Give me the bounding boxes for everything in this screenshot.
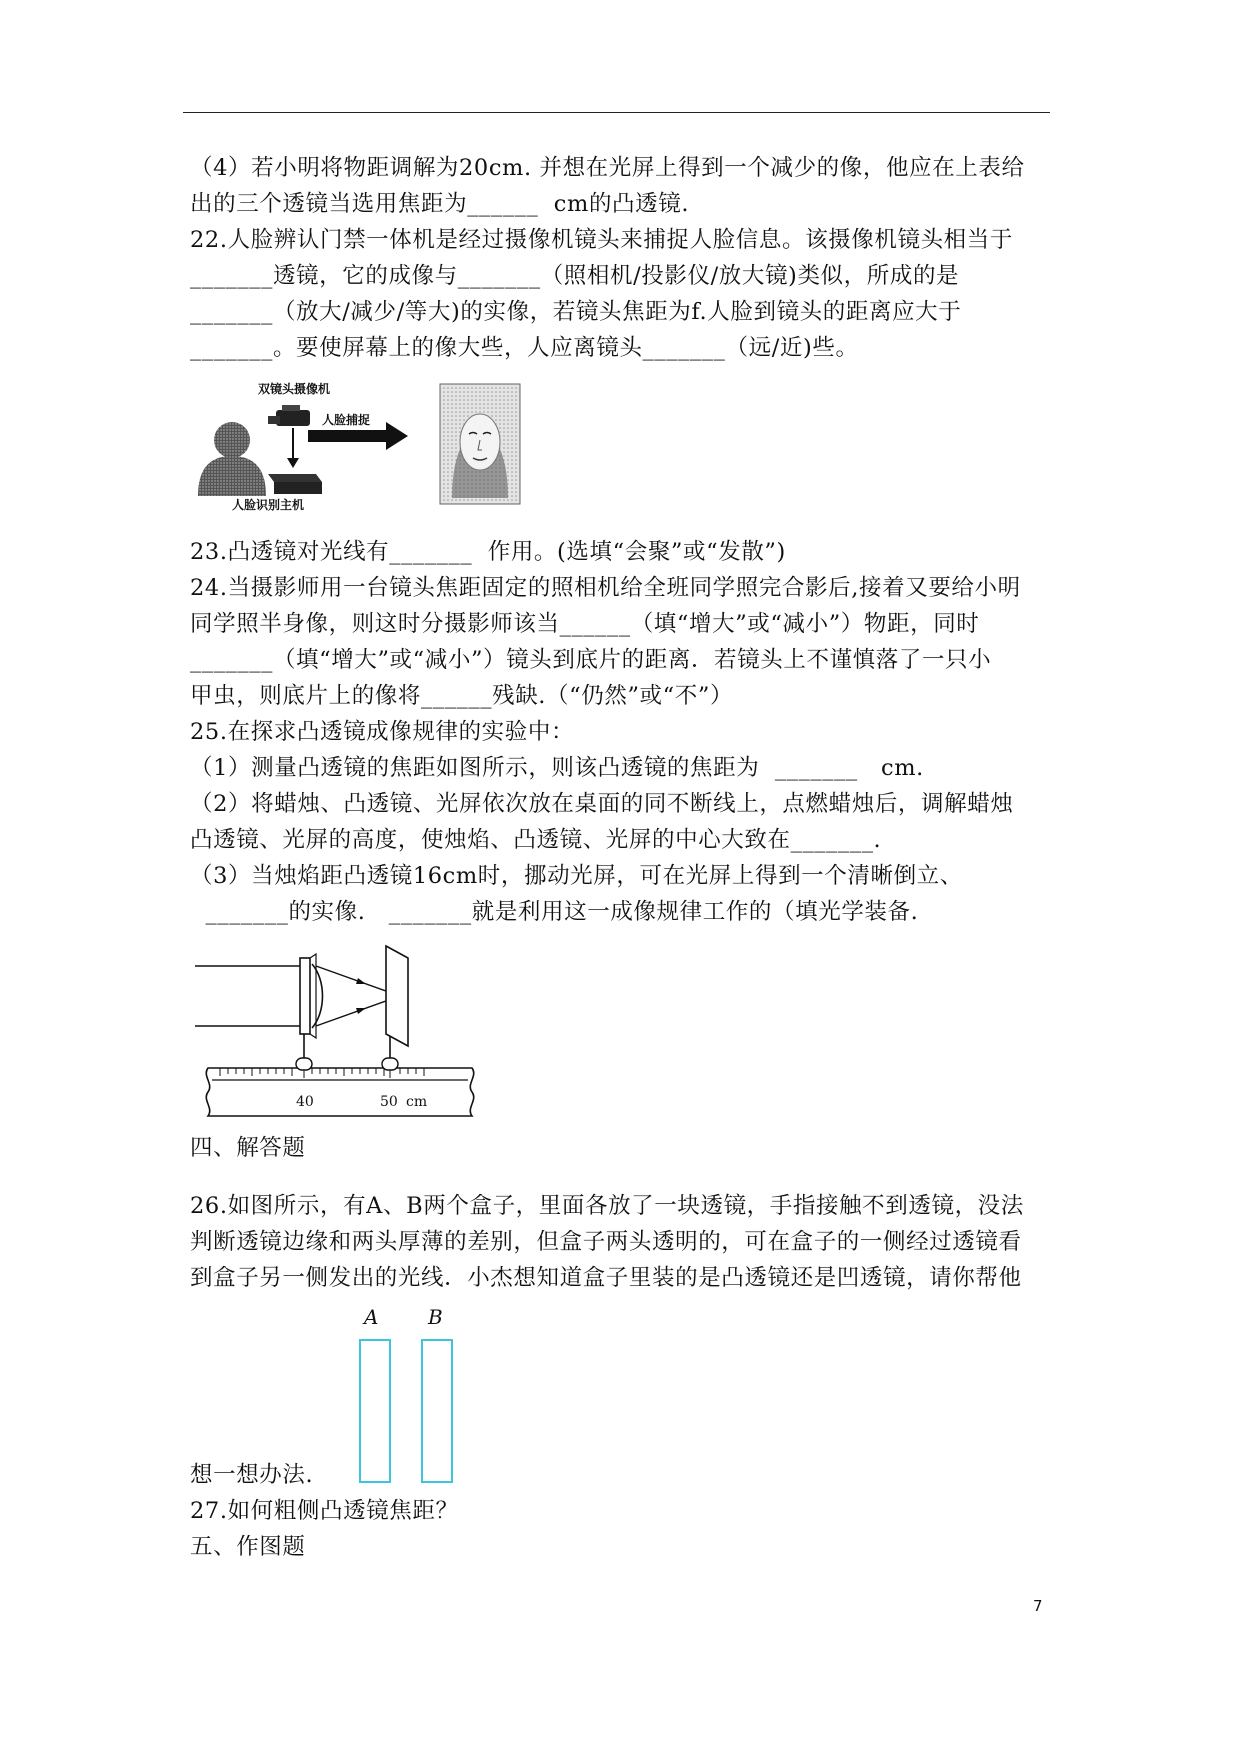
- camera-label: 双镜头摄像机: [258, 382, 331, 396]
- convex-lens-icon: [300, 954, 323, 1060]
- text-line: _______（填“增大”或“减小”）镜头到底片的距离．若镜头上不谨慎落了一只小: [190, 647, 992, 673]
- face-photo: [440, 384, 520, 504]
- text-line: 到盒子另一侧发出的光线．小杰想知道盒子里装的是凸透镜还是凹透镜，请你帮他: [190, 1265, 1022, 1291]
- question-23: 23.凸透镜对光线有_______ 作用。(选填“会聚”或“发散”): [190, 539, 786, 565]
- text-line: _______透镜，它的成像与_______（照相机/投影仪/放大镜)类似，所成的是: [190, 263, 960, 289]
- focal-length-figure: [190, 940, 490, 1120]
- text-line: （4）若小明将物距调解为20cm. 并想在光屏上得到一个减少的像，他应在上表给: [190, 155, 1025, 181]
- text-line: 同学照半身像，则这时分摄影师该当______（填“增大”或“减小”）物距，同时: [190, 611, 980, 637]
- host-label: 人脸识别主机: [232, 498, 305, 512]
- text-line: _______。要使屏幕上的像大些，人应离镜头_______（远/近)些。: [190, 335, 859, 361]
- optical-bench-ruler: [206, 1058, 473, 1116]
- question-26: 26.如图所示，有A、B两个盒子，里面各放了一块透镜，手指接触不到透镜，没法: [190, 1193, 1024, 1219]
- text-line: 判断透镜边缘和两头厚薄的差别，但盒子两头透明的，可在盒子的一侧经过透镜看: [190, 1229, 1022, 1255]
- tick-label-40: 40: [296, 1094, 314, 1110]
- unit-label: cm: [406, 1094, 428, 1110]
- text-line: 出的三个透镜当选用焦距为______ cm的凸透镜.: [190, 191, 690, 217]
- person-silhouette-icon: [198, 422, 266, 496]
- text-line: 凸透镜、光屏的高度，使烛焰、凸透镜、光屏的中心大致在_______.: [190, 827, 882, 853]
- light-screen-icon: [386, 946, 408, 1060]
- text-line: 想一想办法.: [190, 1462, 314, 1488]
- page-number: 7: [1033, 1597, 1043, 1615]
- text-line: （3）当烛焰距凸透镜16cm时，挪动光屏，可在光屏上得到一个清晰倒立、: [190, 863, 963, 889]
- question-22: 22.人脸辨认门禁一体机是经过摄像机镜头来捕捉人脸信息。该摄像机镜头相当于: [190, 227, 1013, 253]
- question-27: 27.如何粗侧凸透镜焦距？: [190, 1498, 459, 1524]
- text-line: _______（放大/减少/等大)的实像，若镜头焦距为f.人脸到镜头的距离应大于: [190, 299, 962, 325]
- host-machine-icon: [268, 474, 322, 494]
- text-line: 甲虫，则底片上的像将______残缺.（“仍然”或“不”）: [190, 683, 734, 709]
- camera-icon: [268, 405, 310, 426]
- box-b-label: B: [428, 1305, 443, 1329]
- capture-label: 人脸捕捉: [322, 413, 371, 427]
- text-line: （2）将蜡烛、凸透镜、光屏依次放在桌面的同不断线上，点燃蜡烛后，调解蜡烛: [190, 791, 1014, 817]
- tick-label-50: 50: [380, 1094, 398, 1110]
- question-24: 24.当摄影师用一台镜头焦距固定的照相机给全班同学照完合影后,接着又要给小明: [190, 575, 1021, 601]
- face-recognition-figure: [190, 378, 530, 513]
- section-heading-4: 四、解答题: [190, 1135, 306, 1161]
- header-rule: [183, 112, 1050, 113]
- question-25: 25.在探求凸透镜成像规律的实验中：: [190, 719, 575, 745]
- text-line: （1）测量凸透镜的焦距如图所示，则该凸透镜的焦距为 _______ cm.: [190, 755, 924, 781]
- text-line: _______的实像. _______就是利用这一成像规律工作的（填光学装备.: [190, 899, 919, 925]
- box-a-label: A: [364, 1305, 379, 1329]
- section-heading-5: 五、作图题: [190, 1534, 306, 1560]
